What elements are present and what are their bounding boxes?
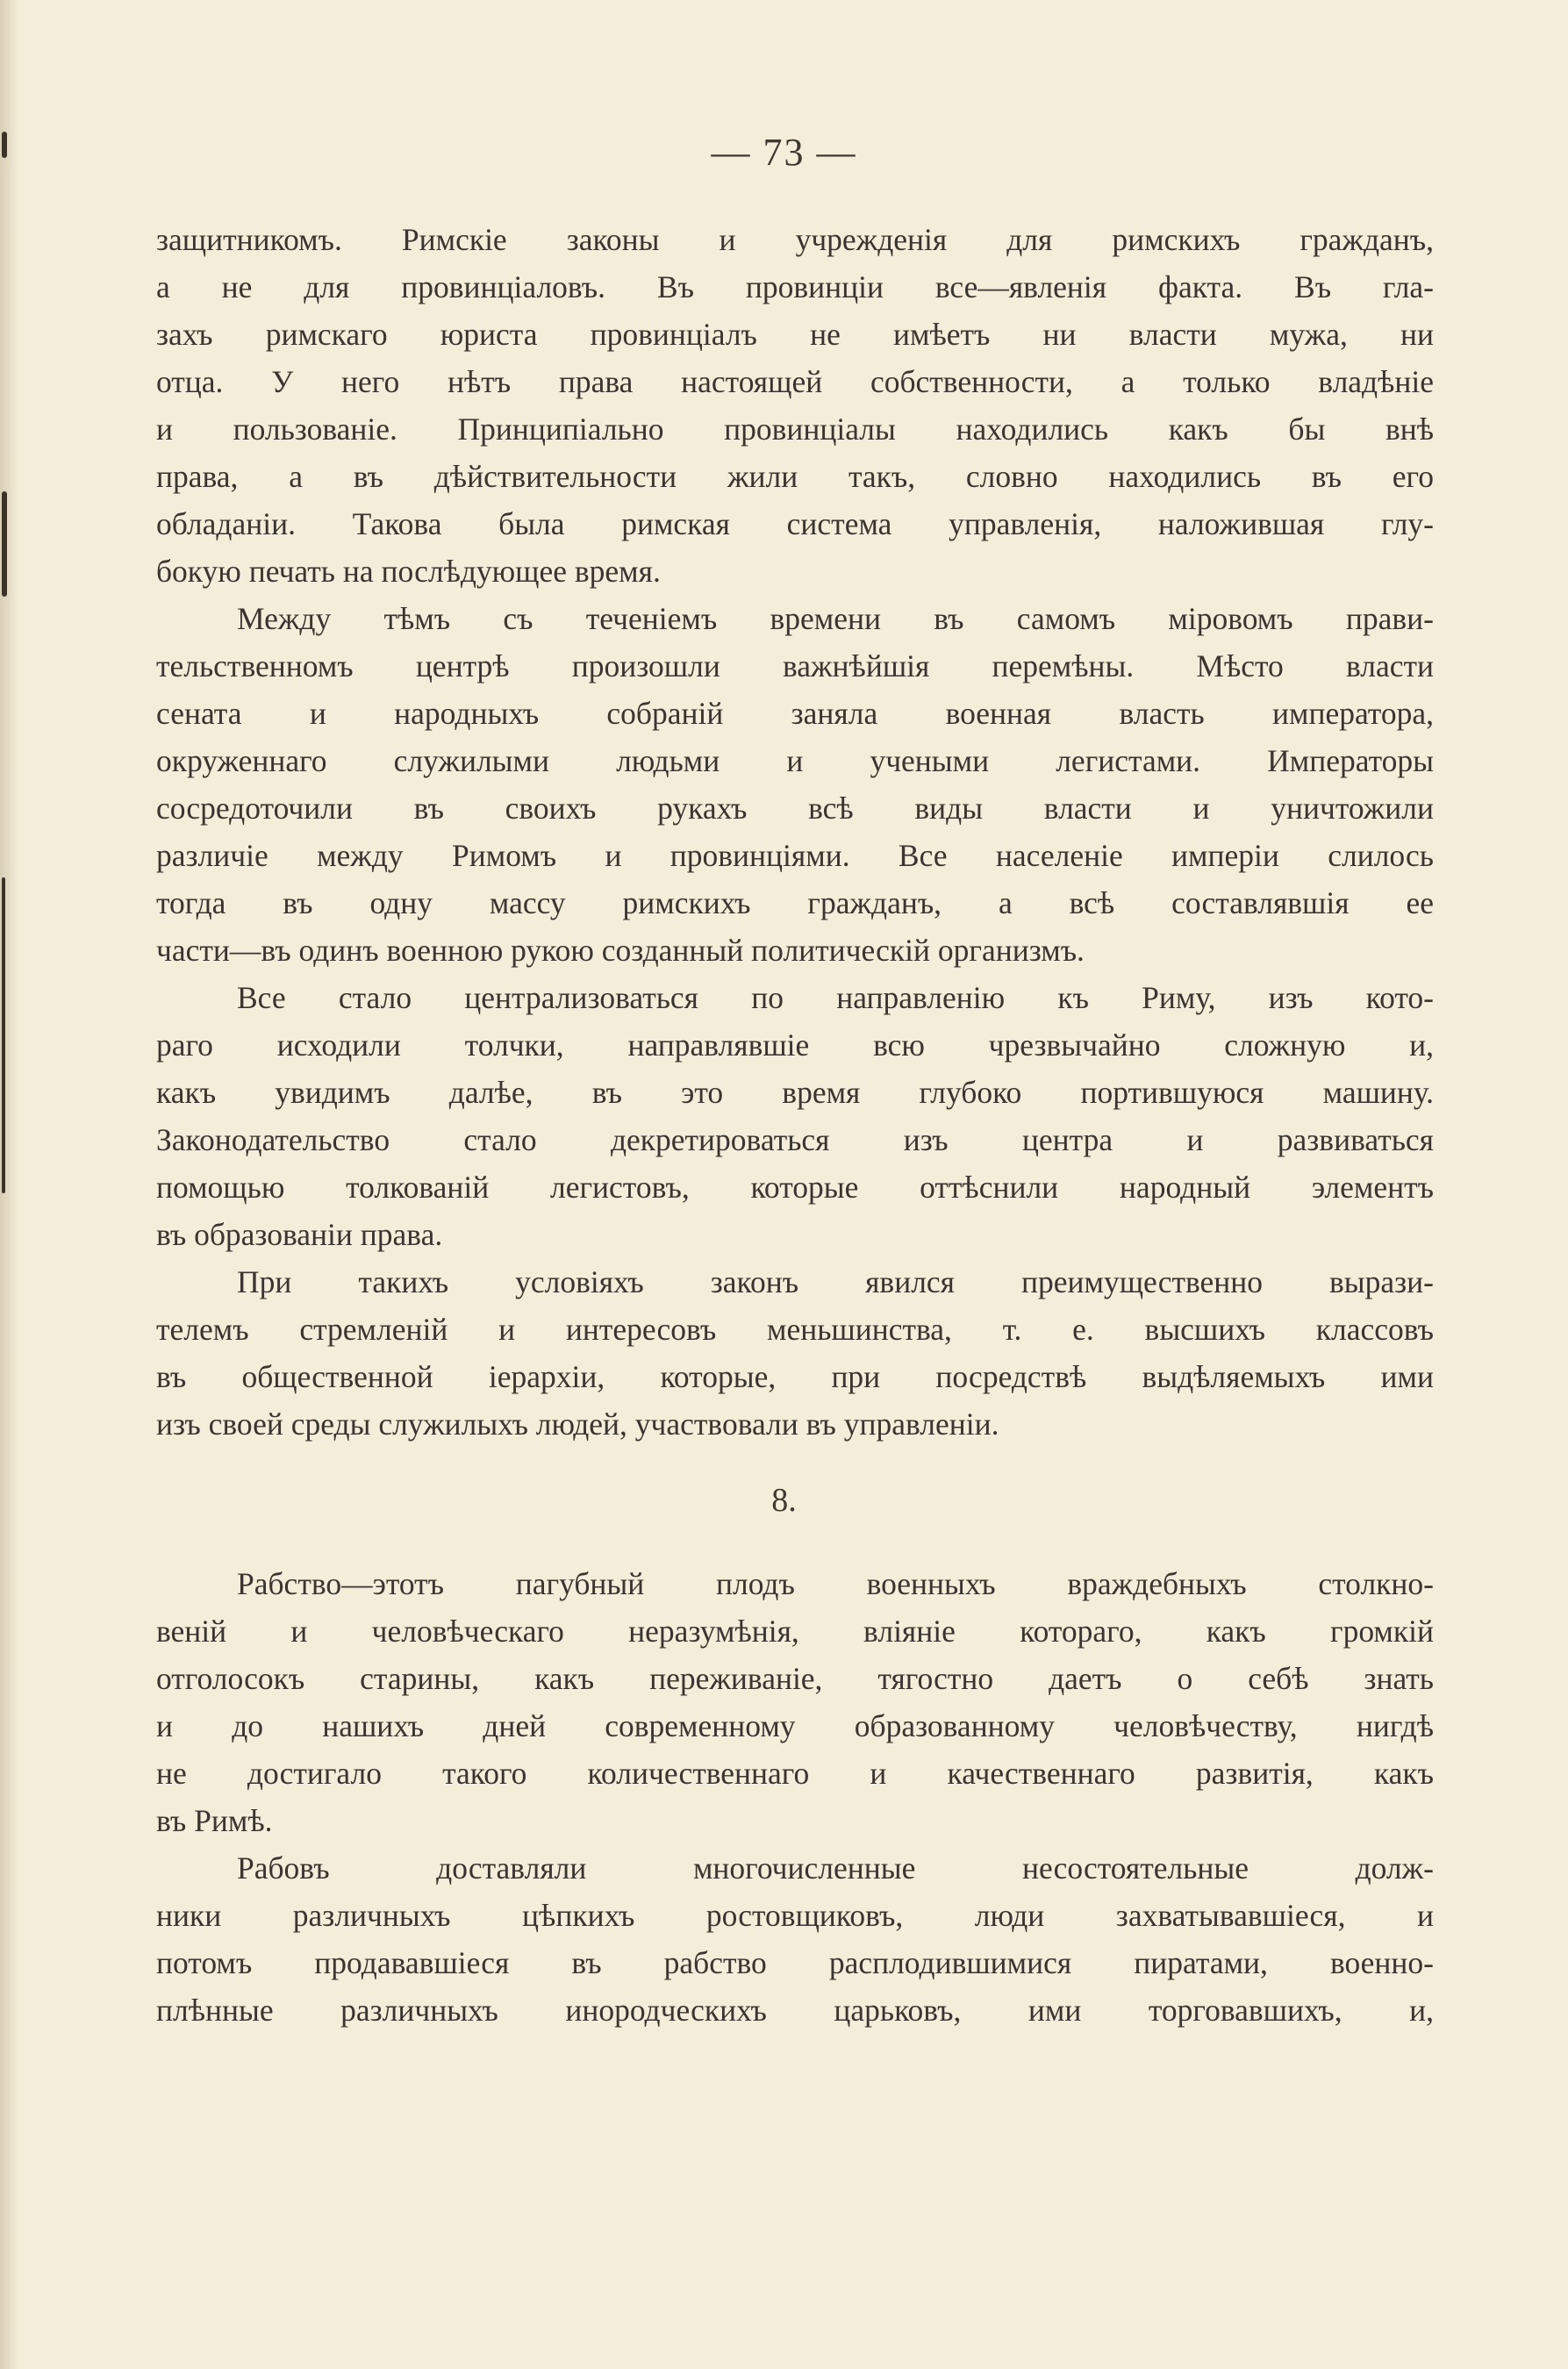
text-line: отголосокъ старины, какъ переживаніе, тягостно даетъ о себѣ знать — [156, 1661, 1434, 1696]
text-block-main — [156, 216, 1434, 1448]
text-line: потомъ продававшіеся въ рабство расплодившимися пиратами, военно- — [156, 1945, 1434, 1980]
text-line: права, а въ дѣйствительности жили такъ, словно находились въ его — [156, 459, 1434, 494]
text-line: въ общественной іерархіи, которые, при посредствѣ выдѣляемыхъ ими — [156, 1359, 1434, 1394]
text-line: а не для провинціаловъ. Въ провинціи все—явленія факта. Въ гла- — [156, 269, 1434, 304]
text-block-section-8 — [156, 1560, 1434, 2034]
text-line: окруженнаго служилыми людьми и учеными легистами. Императоры — [156, 743, 1434, 778]
paragraph — [156, 1560, 1434, 1844]
text-line: веній и человѣческаго неразумѣнія, вліяніе котораго, какъ громкій — [156, 1614, 1434, 1649]
text-line: захъ римскаго юриста провинціалъ не имѣетъ ни власти мужа, ни — [156, 317, 1434, 352]
text-line: въ образованіи права. — [156, 1217, 443, 1252]
text-line: Все стало централизоваться по направленію къ Риму, изъ кото- — [237, 980, 1434, 1015]
text-line: отца. У него нѣтъ права настоящей собственности, а только владѣніе — [156, 364, 1434, 399]
text-line: Рабовъ доставляли многочисленные несостоятельные долж- — [237, 1850, 1434, 1886]
text-line: ники различныхъ цѣпкихъ ростовщиковъ, люди захватывавшіеся, и — [156, 1898, 1434, 1933]
text-line: Рабство—этотъ пагубный плодъ военныхъ враждебныхъ столкно- — [237, 1566, 1434, 1601]
paragraph — [156, 595, 1434, 974]
text-line: различіе между Римомъ и провинціями. Все населеніе имперіи слилось — [156, 838, 1434, 873]
text-line: раго исходили толчки, направлявшіе всю чрезвычайно сложную и, — [156, 1027, 1434, 1063]
section-number: 8. — [771, 1482, 797, 1519]
text-line: тогда въ одну массу римскихъ гражданъ, а всѣ составлявшія ее — [156, 885, 1434, 920]
text-line: помощью толкованій легистовъ, которые оттѣснили народный элементъ — [156, 1170, 1434, 1205]
text-line: защитникомъ. Римскіе законы и учрежденія для римскихъ гражданъ, — [156, 222, 1434, 257]
text-line: тельственномъ центрѣ произошли важнѣйшія перемѣны. Мѣсто власти — [156, 648, 1434, 684]
text-line: обладаніи. Такова была римская система управленія, наложившая глу- — [156, 506, 1434, 541]
text-line: бокую печать на послѣдующее время. — [156, 554, 661, 589]
text-line: При такихъ условіяхъ законъ явился преимущественно вырази- — [237, 1264, 1434, 1299]
paragraph — [156, 1844, 1434, 2034]
paragraph — [156, 974, 1434, 1258]
binding-mark — [2, 491, 7, 597]
text-line: сената и народныхъ собраній заняла военная власть императора, — [156, 696, 1434, 731]
text-line: сосредоточили въ своихъ рукахъ всѣ виды власти и уничтожили — [156, 791, 1434, 826]
text-line: телемъ стремленій и интересовъ меньшинства, т. е. высшихъ классовъ — [156, 1312, 1434, 1347]
page-number: — 73 — — [711, 131, 857, 174]
text-line: и до нашихъ дней современному образованному человѣчеству, нигдѣ — [156, 1708, 1434, 1743]
paragraph — [156, 1258, 1434, 1448]
text-line: какъ увидимъ далѣе, въ это время глубоко портившуюся машину. — [156, 1075, 1434, 1110]
text-line: плѣнные различныхъ инородческихъ царьковъ, ими торговавшихъ, и, — [156, 1993, 1434, 2028]
text-line: Законодательство стало декретироваться изъ центра и развиваться — [156, 1122, 1434, 1157]
text-line: части—въ одинъ военною рукою созданный политическій организмъ. — [156, 933, 1085, 968]
binding-mark — [2, 877, 5, 1193]
text-line: изъ своей среды служилыхъ людей, участвовали въ управленіи. — [156, 1406, 999, 1442]
text-line: не достигало такого количественнаго и качественнаго развитія, какъ — [156, 1756, 1434, 1791]
text-line: и пользованіе. Принципіально провинціалы находились какъ бы внѣ — [156, 412, 1434, 447]
text-line: въ Римѣ. — [156, 1803, 273, 1838]
text-line: Между тѣмъ съ теченіемъ времени въ самомъ міровомъ прави- — [237, 601, 1434, 636]
paragraph — [156, 216, 1434, 595]
